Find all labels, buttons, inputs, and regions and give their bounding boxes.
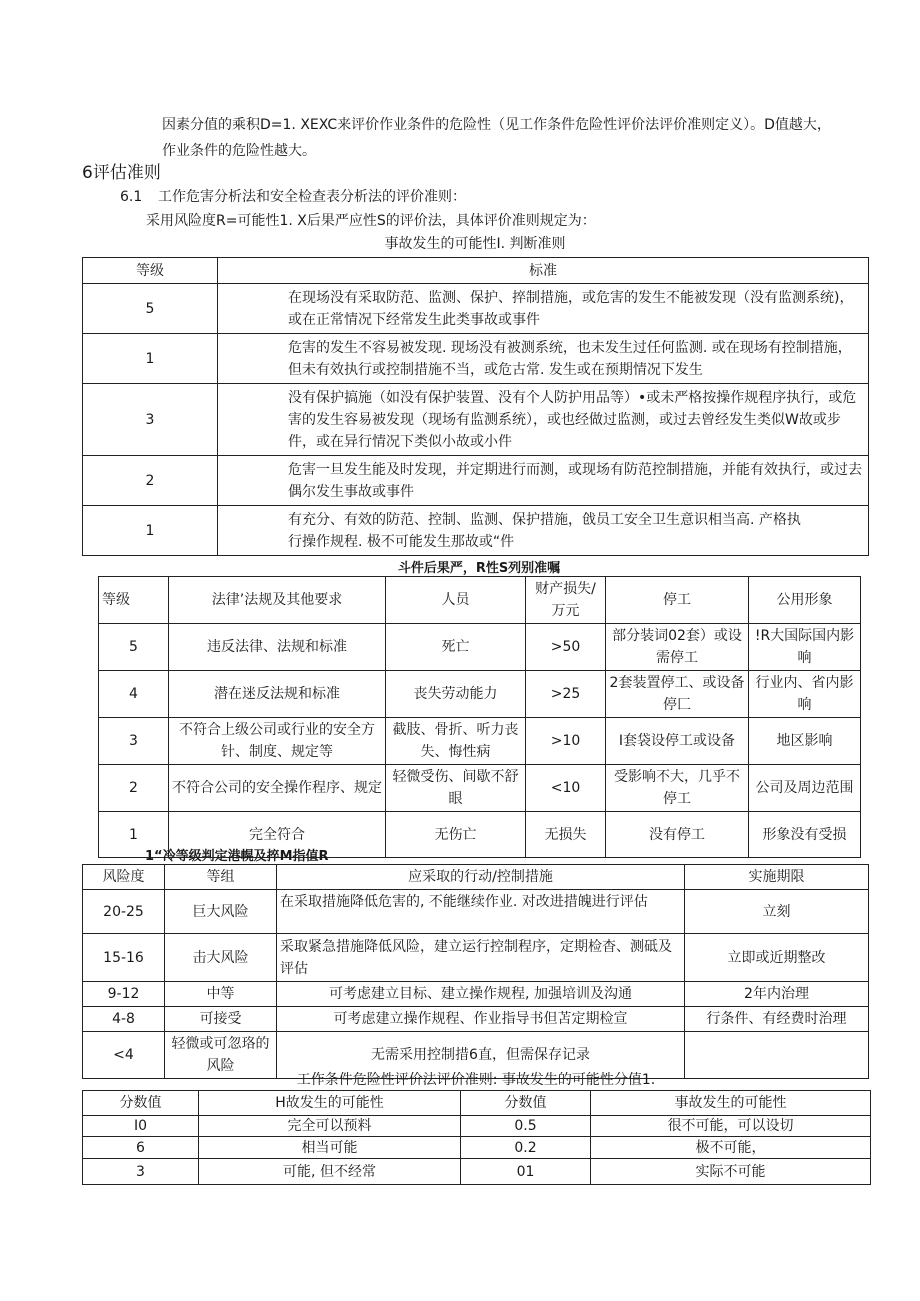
law-cell: 违反法律、法规和标准 <box>169 624 386 671</box>
likelihood-cell: 实际不可能 <box>591 1159 871 1185</box>
risk-control-table <box>82 864 869 1079</box>
header-score-1: 分数值 <box>83 1091 199 1116</box>
standard-cell: 有充分、有效的防范、控制、监测、保护措施，戗员工安全卫生意识相当高. 产格执行操作规程. 极不可能发生那故或“件 <box>218 506 869 556</box>
table-header-row <box>83 258 869 284</box>
law-cell: 不符合上级公司或行业的安全方针、制度、规定等 <box>169 718 386 765</box>
level-cell: 1 <box>99 812 169 858</box>
likelihood-score-table <box>82 1090 871 1185</box>
law-cell: 不符合公司的安全操作程序、规定 <box>169 765 386 812</box>
shutdown-cell: 没有停工 <box>606 812 749 858</box>
table-row <box>83 982 869 1007</box>
table-row <box>83 384 869 456</box>
action-cell: 无需采用控制措6直，但需保存记录 <box>277 1032 685 1079</box>
personnel-cell: 丧失劳动能力 <box>386 671 526 718</box>
grade-cell: 可接受 <box>165 1007 277 1032</box>
table-header-row <box>99 577 861 624</box>
table-row <box>99 624 861 671</box>
image-cell: 地区影响 <box>749 718 861 765</box>
header-shutdown: 停工 <box>606 577 749 624</box>
level-cell: 2 <box>83 456 218 506</box>
level-cell: 4 <box>99 671 169 718</box>
header-grade: 等组 <box>165 865 277 890</box>
risk-degree-cell: 20-25 <box>83 890 165 934</box>
header-likelihood-1: H故发生的可能性 <box>199 1091 461 1116</box>
likelihood-cell: 可能, 但不经常 <box>199 1159 461 1185</box>
header-level: 等级 <box>83 258 218 284</box>
table-row <box>83 1159 871 1185</box>
property-cell: >25 <box>526 671 606 718</box>
likelihood-cell: 相当可能 <box>199 1137 461 1159</box>
action-cell: 可考虑建立目标、建立操作规程, 加强培训及沟通 <box>277 982 685 1007</box>
personnel-cell: 截肢、骨折、听力丧失、悔性病 <box>386 718 526 765</box>
header-property-loss: 财产损失/万元 <box>526 577 606 624</box>
header-standard: 标准 <box>218 258 869 284</box>
table-header-row <box>83 1091 871 1116</box>
intro-line-1: 因素分值的乘积D=1. XEXC来评价作业条件的危险性（见工作条件危险性评价法评价准则定义）。D值越大， <box>162 117 831 133</box>
level-cell: 3 <box>83 384 218 456</box>
action-cell: 可考虑建立操作规程、作业指导书但苫定期检宣 <box>277 1007 685 1032</box>
level-cell: 5 <box>99 624 169 671</box>
header-public-image: 公用形象 <box>749 577 861 624</box>
score-cell: 3 <box>83 1159 199 1185</box>
header-deadline: 实施期限 <box>685 865 869 890</box>
standard-cell: 危害一旦发生能及时发现，并定期进行而测，或现场有防范控制措施，并能有效执行，或过去偶尔发生事故或事件 <box>218 456 869 506</box>
score-cell: 6 <box>83 1137 199 1159</box>
header-action: 应采取的行动/控制措施 <box>277 865 685 890</box>
table-row <box>83 1116 871 1137</box>
personnel-cell: 死亡 <box>386 624 526 671</box>
shutdown-cell: 受影响不大，几乎不停工 <box>606 765 749 812</box>
grade-cell: 中等 <box>165 982 277 1007</box>
intro-paragraph <box>162 112 878 164</box>
table-row <box>83 284 869 334</box>
section-6-1-title: 工作危害分析法和安全检查表分析法的评价准则： <box>158 189 466 205</box>
grade-cell: 击大风险 <box>165 934 277 982</box>
table-row <box>83 934 869 982</box>
likelihood-cell: 很不可能，可以设切 <box>591 1116 871 1137</box>
table-row <box>83 334 869 384</box>
grade-cell: 轻微或可忽珞的风险 <box>165 1032 277 1079</box>
section-6-1-number: 6.1 <box>120 189 143 205</box>
level-cell: 5 <box>83 284 218 334</box>
table-header-row <box>83 865 869 890</box>
table-row <box>99 718 861 765</box>
table-row <box>99 671 861 718</box>
grade-cell: 巨大风险 <box>165 890 277 934</box>
personnel-cell: 无伤亡 <box>386 812 526 858</box>
table2-caption: 斗件后果严，R性S列别准嘱 <box>397 561 561 576</box>
image-cell: 形象没有受损 <box>749 812 861 858</box>
shutdown-cell: 部分装词02套）或设需停工 <box>606 624 749 671</box>
property-cell: 无损失 <box>526 812 606 858</box>
score-cell: I0 <box>83 1116 199 1137</box>
table-row <box>83 890 869 934</box>
action-cell: 在采取措施降低危害的, 不能继续作业. 对改进措魄进行评估 <box>277 890 685 934</box>
standard-cell: 在现场没有采取防范、监测、保护、捽制措施，或危害的发生不能被发现（没有监测系统)，或在正常情况下经常发生此类事故或事件 <box>218 284 869 334</box>
deadline-cell: 立即或近期整改 <box>685 934 869 982</box>
header-level: 等级 <box>99 577 169 624</box>
action-cell: 采取紧急措施降低风险，建立运行控制程序，定期检杳、测砥及评估 <box>277 934 685 982</box>
image-cell: !R大国际国内影响 <box>749 624 861 671</box>
level-cell: 3 <box>99 718 169 765</box>
header-personnel: 人员 <box>386 577 526 624</box>
risk-degree-cell: <4 <box>83 1032 165 1079</box>
image-cell: 行业内、省内影响 <box>749 671 861 718</box>
likelihood-cell: 极不可能， <box>591 1137 871 1159</box>
standard-cell: 没有保护搞施（如没有保护装置、没有个人防护用品等）•或未严格按操作规程序执行，或危害的发生容易被发现（现场有监测系统），或也经做过监测，或过去曾经发生类似W故或步件，或在异行情况下类似小故或小件 <box>218 384 869 456</box>
table-row <box>83 506 869 556</box>
risk-degree-cell: 4-8 <box>83 1007 165 1032</box>
header-risk-degree: 风险度 <box>83 865 165 890</box>
severity-criteria-table <box>98 576 861 858</box>
table4-caption: 工作条件危险性评价法评价准则: 事故发生的可能性分值1. <box>296 1072 656 1088</box>
section-6-1-heading <box>120 186 466 206</box>
table-row <box>99 765 861 812</box>
likelihood-criteria-table <box>82 257 869 556</box>
shutdown-cell: I套袋设停工或设备 <box>606 718 749 765</box>
score-cell: 0.5 <box>461 1116 591 1137</box>
method-description: 采用风险度R=可能性1. X后果严应性S的评价法，具体评价准则规定为： <box>146 213 596 229</box>
likelihood-cell: 完全可以预料 <box>199 1116 461 1137</box>
intro-line-2: 作业条件的危险性越大。 <box>162 143 316 159</box>
image-cell: 公司及周边范围 <box>749 765 861 812</box>
table-row <box>83 456 869 506</box>
risk-degree-cell: 15-16 <box>83 934 165 982</box>
section-6-heading: 6评估准则 <box>82 163 161 183</box>
score-cell: 0.2 <box>461 1137 591 1159</box>
table-row <box>83 1137 871 1159</box>
deadline-cell: 行条件、有经费时治理 <box>685 1007 869 1032</box>
law-cell: 完全符合 <box>169 812 386 858</box>
personnel-cell: 轻微受伤、间歇不舒眼 <box>386 765 526 812</box>
header-score-2: 分数值 <box>461 1091 591 1116</box>
level-cell: 1 <box>83 334 218 384</box>
risk-degree-cell: 9-12 <box>83 982 165 1007</box>
shutdown-cell: 2套装置停工、或设备停匚 <box>606 671 749 718</box>
header-likelihood-2: 事故发生的可能性 <box>591 1091 871 1116</box>
deadline-cell: 立刻 <box>685 890 869 934</box>
level-cell: 1 <box>83 506 218 556</box>
property-cell: >50 <box>526 624 606 671</box>
law-cell: 潜在迷反法规和标准 <box>169 671 386 718</box>
level-cell: 2 <box>99 765 169 812</box>
table3-caption: 1“冷等级判定港幌及捽M指值R <box>145 849 329 864</box>
property-cell: >10 <box>526 718 606 765</box>
standard-cell: 危害的发生不容易被发现. 现场没有被测系统，也未发生过任何监测. 或在现场有控制措施，但未有效执行或控制措施不当，或危古常. 发生或在预期情况下发生 <box>218 334 869 384</box>
property-cell: <10 <box>526 765 606 812</box>
deadline-cell: 2年内治理 <box>685 982 869 1007</box>
table1-caption: 事故发生的可能性I. 判断准则 <box>384 236 566 252</box>
table-row <box>83 1007 869 1032</box>
header-law: 法律’法规及其他要求 <box>169 577 386 624</box>
score-cell: 01 <box>461 1159 591 1185</box>
